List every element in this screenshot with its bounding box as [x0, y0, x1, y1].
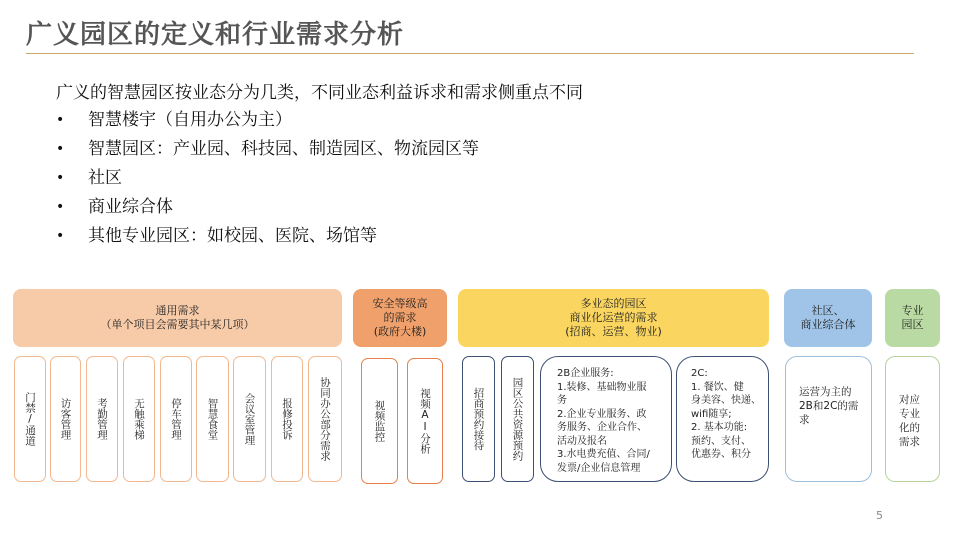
- bullet-item: • 其他专业园区：如校园、医院、场馆等: [56, 222, 479, 251]
- general-item-attendance: 考勤管理: [86, 356, 118, 482]
- page-number: 5: [876, 509, 883, 522]
- general-item-collab: 协同办公部分需求: [308, 356, 342, 482]
- general-item-visitor: 访客管理: [50, 356, 81, 482]
- special-park-header: 专业 园区: [885, 289, 940, 347]
- general-item-repair: 报修投诉: [271, 356, 303, 482]
- multi-item-resource: 园区公共资源预约: [501, 356, 534, 482]
- service-2b-box: 2B企业服务: 1.装修、基础物业服 务 2.企业专业服务、政 务服务、企业合作、 活动及报名 3.水电费充值、合同/ 发票/企业信息管理: [540, 356, 672, 482]
- service-2c-box: 2C: 1. 餐饮、健 身美容、快递、 wifi随享; 2. 基本功能: 预约、支付、 优惠券、积分: [676, 356, 769, 482]
- bullet-item: • 智慧园区：产业园、科技园、制造园区、物流园区等: [56, 135, 479, 164]
- security-item-ai: 视频AI分析: [407, 358, 443, 484]
- bullet-item: • 商业综合体: [56, 193, 479, 222]
- general-item-meeting-room: 会议室管理: [233, 356, 266, 482]
- bullet-dot: •: [56, 141, 65, 157]
- general-item-parking: 停车管理: [160, 356, 192, 482]
- community-box: 运营为主的 2B和2C的需 求: [785, 356, 872, 482]
- page-title: 广义园区的定义和行业需求分析: [26, 20, 405, 50]
- community-header: 社区、 商业综合体: [784, 289, 872, 347]
- general-item-elevator: 无触乘梯: [123, 356, 155, 482]
- multi-item-investment: 招商预约接待: [462, 356, 495, 482]
- general-item-access: 门禁/通道: [14, 356, 46, 482]
- multi-format-header: 多业态的园区 商业化运营的需求 (招商、运营、物业): [458, 289, 769, 347]
- general-needs-header: 通用需求 （单个项目会需要其中某几项）: [13, 289, 342, 347]
- bullet-dot: •: [56, 228, 65, 244]
- bullet-item: • 智慧楼宇（自用办公为主）: [56, 106, 479, 135]
- bullet-item: • 社区: [56, 164, 479, 193]
- bullet-dot: •: [56, 199, 65, 215]
- security-needs-header: 安全等级高 的需求 (政府大楼): [353, 289, 447, 347]
- intro-text: 广义的智慧园区按业态分为几类，不同业态利益诉求和需求侧重点不同: [56, 83, 583, 103]
- security-item-video: 视频监控: [361, 358, 398, 484]
- special-box: 对应 专业 化的 需求: [885, 356, 940, 482]
- general-item-canteen: 智慧食堂: [196, 356, 229, 482]
- bullet-list: [56, 106, 479, 251]
- bullet-dot: •: [56, 112, 65, 128]
- bullet-dot: •: [56, 170, 65, 186]
- title-divider: [26, 53, 914, 54]
